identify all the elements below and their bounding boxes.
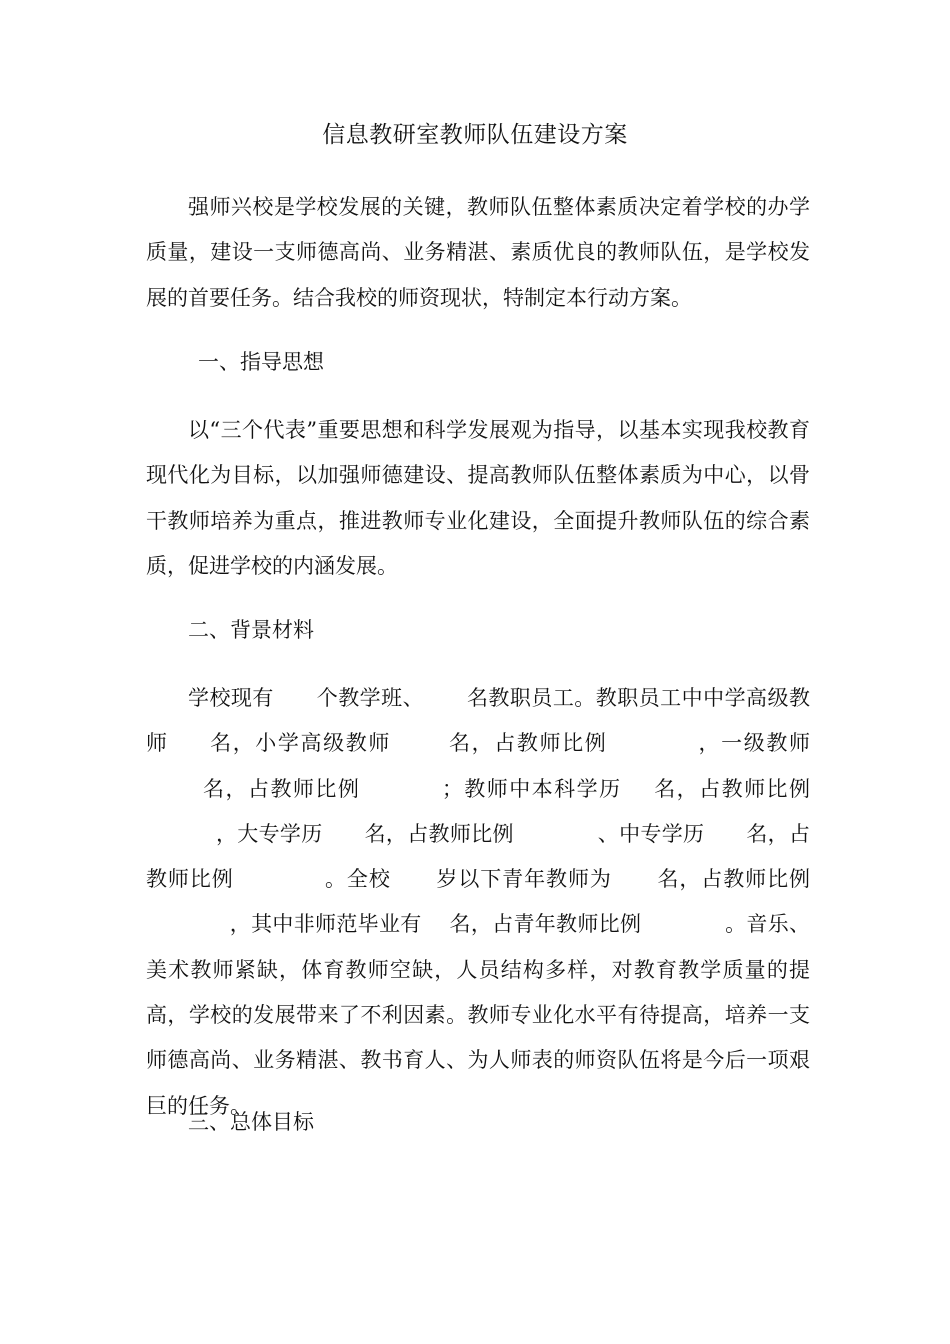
background-text-segment: 名，占教师比例 [364,821,514,846]
background-text-segment: ，一级教师 [698,731,811,756]
background-text-segment: 名，小学高级教师 [210,731,391,756]
section-heading-background: 二、背景材料 [188,618,314,642]
background-text-segment: 个教学班、 [316,686,425,710]
blank-first-level-ratio [360,777,441,801]
blank-age-limit [391,867,437,891]
blank-young-count [612,867,658,891]
blank-young-ratio [146,912,230,936]
document-title: 信息教研室教师队伍建设方案 [322,122,628,148]
background-text-segment: 名，占青年教师比例 [449,912,642,937]
blank-college-ratio [514,822,598,846]
guiding-thought-paragraph: 以“三个代表”重要思想和科学发展观为指导，以基本实现我校教育现代化为目标，以加强师德建设、提高教师队伍整体素质为中心，以骨干教师培养为重点，推进教师专业化建设，全面提升教师队伍的综合素质，促进学校的内涵发展。 [146,418,810,578]
background-text-segment: 名教职员工。教职员工中中学高级教师 [146,686,810,756]
blank-bachelor-count [622,777,655,801]
background-text-segment: 名，占教师比例 [654,776,811,801]
section-heading-overall-goal: 三、总体目标 [188,1110,314,1134]
background-text-segment: 名，占教师比例 [146,821,811,892]
background-paragraph [146,676,810,1129]
background-text-segment: ，其中非师范毕业有 [229,912,422,937]
blank-primary-senior-count [391,731,449,755]
background-text-segment: 。全校 [324,867,391,892]
blank-non-normal-count [422,912,450,936]
background-text-segment: 名，占教师比例 [449,731,608,756]
background-text-segment: 。音乐、美术教师紧缺，体育教师空缺，人员结构多样，对教育教学质量的提高，学校的发展带来了不利因素。教师专业化水平有待提高，培养一支师德高尚、业务精湛、教书育人、为人师表的师资队伍将是今后一项艰巨的任务。 [146,912,811,1118]
blank-staff-count [424,686,467,710]
background-text-segment: 岁以下青年教师为 [436,867,612,892]
background-text-segment: 学校现有 [188,686,274,710]
blank-first-level-count [146,777,203,801]
intro-paragraph: 强师兴校是学校发展的关键，教师队伍整体素质决定着学校的办学质量，建设一支师德高尚、业务精湛、素质优良的教师队伍，是学校发展的首要任务。结合我校的师资现状，特制定本行动方案。 [146,195,810,310]
blank-senior-count [169,731,210,755]
blank-non-normal-ratio [641,912,725,936]
blank-secondary-ratio [234,867,325,891]
blank-class-count [274,686,317,710]
blank-primary-senior-ratio [607,731,698,755]
background-text-segment: 、中专学历 [597,821,705,846]
background-text-segment: ；教师中本科学历 [441,776,622,801]
blank-college-count [323,822,365,846]
blank-secondary-count [704,822,746,846]
background-text-segment: 名，占教师比例 [203,776,361,801]
blank-bachelor-ratio [146,822,216,846]
background-text-segment: ，大专学历 [215,821,323,846]
section-heading-guiding-thought: 一、指导思想 [198,350,324,374]
background-text-segment: 名，占教师比例 [657,867,811,892]
